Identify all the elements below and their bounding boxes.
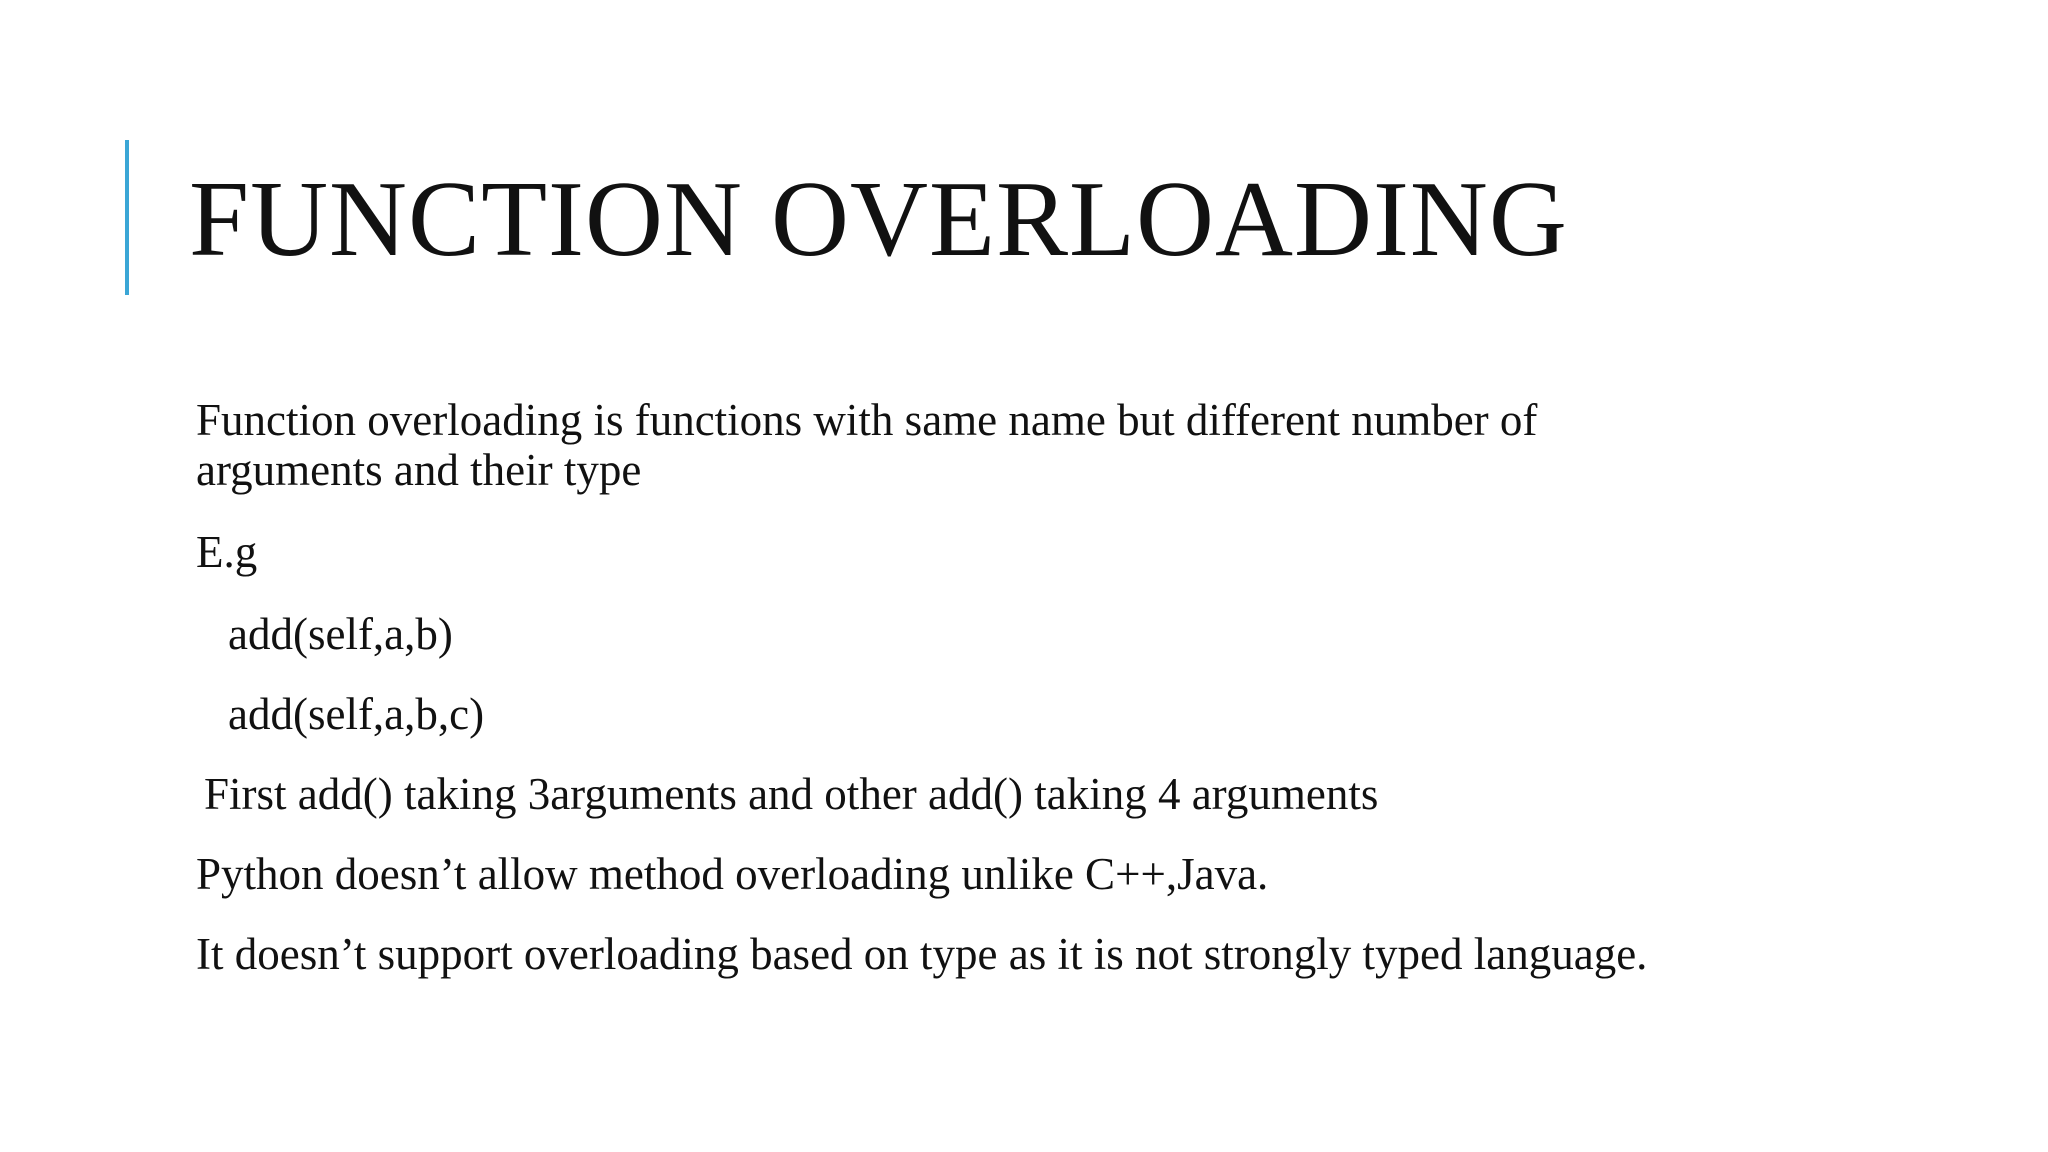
explanation-paragraph: First add() taking 3arguments and other add() taking 4 arguments bbox=[204, 769, 1379, 819]
title-accent-bar bbox=[125, 140, 129, 295]
definition-line-2: arguments and their type bbox=[196, 445, 642, 495]
definition-paragraph bbox=[196, 395, 1956, 495]
typing-note-paragraph: It doesn’t support overloading based on type as it is not strongly typed language. bbox=[196, 929, 1648, 979]
slide-title: FUNCTION OVERLOADING bbox=[189, 160, 1568, 279]
example-code-2: add(self,a,b,c) bbox=[228, 689, 485, 739]
definition-line-1: Function overloading is functions with same name but different number of bbox=[196, 395, 1538, 445]
example-code-1: add(self,a,b) bbox=[228, 609, 453, 659]
example-label: E.g bbox=[196, 527, 258, 577]
python-note-paragraph: Python doesn’t allow method overloading unlike C++,Java. bbox=[196, 849, 1269, 899]
